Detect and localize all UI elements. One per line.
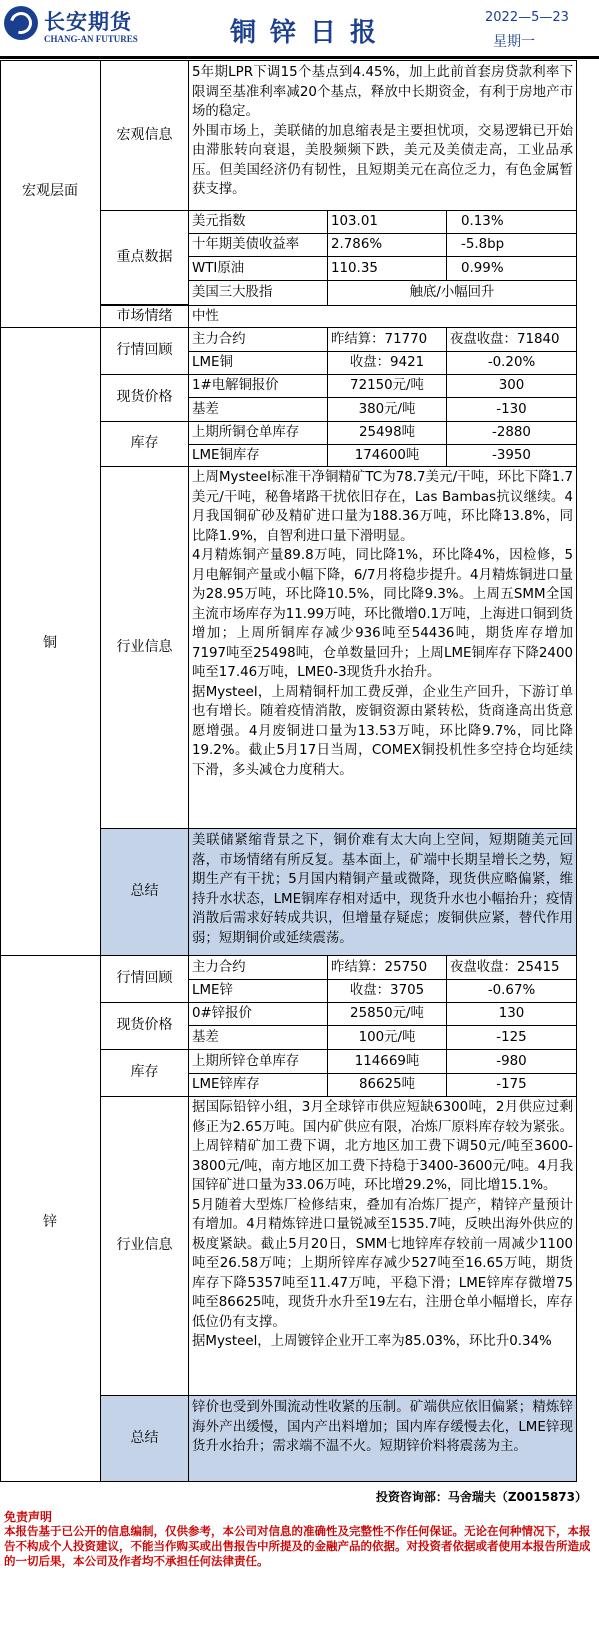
copper-i1-b: -2880 xyxy=(446,421,577,445)
logo-text-en: CHANG-AN FUTURES xyxy=(44,34,138,44)
zinc-i1-b: -980 xyxy=(446,1049,577,1074)
copper-q1-name: 主力合约 xyxy=(188,327,328,352)
macro-info-label: 宏观信息 xyxy=(100,60,189,211)
zinc-summary-text: 锌价也受到外围流动性收紧的压制。矿端供应依旧偏紧；精炼锌海外产出缓慢，国内产出料增加；国内库存缓慢去化，LME锌现货升水抬升；需求端不温不火。短期锌价料将震荡为主。 xyxy=(188,1395,577,1482)
zinc-s2-b: -125 xyxy=(446,1025,577,1050)
copper-q2-b: -0.20% xyxy=(446,351,577,375)
zinc-i2-a: 86625吨 xyxy=(327,1073,447,1097)
zinc-summary-label: 总结 xyxy=(100,1395,189,1482)
disclaimer-text: 本报告基于已公开的信息编制，仅供参考，本公司对信息的准确性及完整性不作任何保证。无论在何种情况下，本报告不构成个人投资建议，不能当作购买或出售报告中所提及的金融产品的依据。对投资者依据或者使用本报告所造成的一切后果，本公司及作者均不承担任何法律责任。 xyxy=(4,1524,591,1568)
copper-s1-b: 300 xyxy=(446,374,577,398)
copper-q1-b: 夜盘收盘：71840 xyxy=(446,327,577,352)
sentiment-label: 市场情绪 xyxy=(100,305,189,328)
stocks-name: 美国三大股指 xyxy=(188,280,328,306)
zinc-s2-a: 100元/吨 xyxy=(327,1025,447,1050)
stocks-value: 触底/小幅回升 xyxy=(327,280,577,306)
company-logo-icon xyxy=(4,6,38,40)
zinc-s2-name: 基差 xyxy=(188,1025,328,1050)
zinc-i1-name: 上期所锌仓单库存 xyxy=(188,1049,328,1074)
copper-s1-name: 1#电解铜报价 xyxy=(188,374,328,398)
header-divider xyxy=(0,56,599,59)
report-weekday: 星期一 xyxy=(493,34,535,50)
macro-info-p2: 外围市场上，美联储的加息缩表是主要担忧项，交易逻辑已开始由滞胀转向衰退，美股频频下跌，美元及美债走高，工业品承压。但美国经济仍有韧性，且短期美元在高位乏力，有色金属暂获支撑。 xyxy=(192,123,573,197)
copper-q2-a: 收盘：9421 xyxy=(327,351,447,375)
zinc-s1-name: 0#锌报价 xyxy=(188,1002,328,1026)
macro-info-text xyxy=(188,60,577,211)
zinc-quote-label: 行情回顾 xyxy=(100,955,189,1003)
zinc-spot-label: 现货价格 xyxy=(100,1002,189,1050)
copper-i1-a: 25498吨 xyxy=(327,421,447,445)
zinc-q2-b: -0.67% xyxy=(446,979,577,1003)
zinc-industry-text xyxy=(188,1096,577,1396)
copper-industry-p3: 据Mysteel，上周精铜杆加工费反弹，企业生产回升，下游订单也有增长。随着疫情消散，废铜资源由紧转松，货商逢高出货意愿增强。4月废铜进口量为13.53万吨，环比降9.7%，同比降19.2%。截止5月17日当周，COMEX铜投机性多空持仓均延续下滑，多头减仓力度稍大。 xyxy=(192,684,573,778)
copper-section-label: 铜 xyxy=(43,635,57,651)
macro-info-p1: 5年期LPR下调15个基点到4.45%，加上此前首套房贷款利率下限调至基准利率减20个基点，释放中长期资金，有利于房地产市场的稳定。 xyxy=(192,65,573,119)
zinc-s1-a: 25850元/吨 xyxy=(327,1002,447,1026)
zinc-i1-a: 114669吨 xyxy=(327,1049,447,1074)
key-row-change: 0.99% xyxy=(446,256,577,281)
macro-section-label: 宏观层面 xyxy=(22,183,78,199)
copper-s2-b: -130 xyxy=(446,397,577,422)
copper-summary-label: 总结 xyxy=(100,828,189,956)
copper-q2-name: LME铜 xyxy=(188,351,328,375)
copper-i1-name: 上期所铜仓单库存 xyxy=(188,421,328,445)
copper-spot-label: 现货价格 xyxy=(100,374,189,422)
zinc-i2-b: -175 xyxy=(446,1073,577,1097)
key-row-name: 十年期美债收益率 xyxy=(188,233,328,257)
report-title: 铜锌日报 xyxy=(229,18,390,48)
copper-quote-label: 行情回顾 xyxy=(100,327,189,375)
copper-summary-text: 美联储紧缩背景之下，铜价难有太大向上空间，短期随美元回落，市场情绪有所反复。基本面上，矿端中长期呈增长之势，短期生产有干扰；5月国内精铜产量或微降，现货供应略偏紧，维持升水状态，LME铜库存相对适中，现货升水也小幅抬升；疫情消散后需求好转成共识，但增量存疑虑；废铜供应紧，替代作用弱；短期铜价或延续震荡。 xyxy=(188,828,577,956)
sentiment-value: 中性 xyxy=(188,305,577,328)
copper-i2-b: -3950 xyxy=(446,444,577,467)
zinc-industry-p3: 据Mysteel，上周镀锌企业开工率为85.03%，环比升0.34% xyxy=(192,1334,552,1349)
zinc-industry-p2: 5月随着大型炼厂检修结束，叠加有冶炼厂提产，精锌产量预计有增加。4月精炼锌进口量锐减至1535.7吨，反映出海外供应的极度紧缺。截止5月20日，SMM七地锌库存较前一周减少1100吨至26.58万吨；上期所锌库存减少527吨至16.65万吨，期货库存下降5357吨至11.47万吨，平稳下滑；LME锌库存微增75吨至86625吨，现货升水升至19左右，注册仓单小幅增长，库存低位仍有支撑。 xyxy=(192,1197,574,1330)
copper-q1-a: 昨结算：71770 xyxy=(327,327,447,352)
copper-s1-a: 72150元/吨 xyxy=(327,374,447,398)
copper-industry-text xyxy=(188,466,577,829)
copper-industry-p1: 上周Mysteel标准干净铜精矿TC为78.7美元/干吨，环比下降1.7美元/干吨，秘鲁堵路干扰依旧存在，Las Bambas抗议继续。4月我国铜矿砂及精矿进口量为188.36万吨，环比降13.8%，同比降1.9%，自智利进口量下滑明显。 xyxy=(192,470,573,544)
zinc-q2-name: LME锌 xyxy=(188,979,328,1003)
zinc-inv-label: 库存 xyxy=(100,1049,189,1097)
copper-s2-name: 基差 xyxy=(188,397,328,422)
advisor-credit: 投资咨询部：马舍瑞夫（Z0015873） xyxy=(375,1490,587,1504)
zinc-q1-a: 昨结算：25750 xyxy=(327,955,447,980)
zinc-q2-a: 收盘：3705 xyxy=(327,979,447,1003)
zinc-q1-name: 主力合约 xyxy=(188,955,328,980)
copper-industry-p2: 4月精炼铜产量89.8万吨，同比降1%，环比降4%，因检修，5月电解铜产量或小幅下降，6/7月将稳步提升。4月精炼铜进口量为28.95万吨，环比降10.5%，同比降9.3%。上周五SMM全国主流市场库存为11.99万吨，环比微增0.1万吨，上海进口铜到货增加；上周所铜库存减少936吨至54436吨，期货库存增加7197吨至25498吨，仓单数量回升；上周LME铜库存下降2400吨至17.46万吨，LME0-3现货升水抬升。 xyxy=(192,548,574,680)
key-row-name: WTI原油 xyxy=(188,256,328,281)
key-row-value: 103.01 xyxy=(327,210,447,234)
report-date: 2022—5—23 xyxy=(485,10,569,25)
macro-key-label: 重点数据 xyxy=(100,210,189,305)
copper-inv-label: 库存 xyxy=(100,421,189,467)
key-row-change: 0.13% xyxy=(446,210,577,234)
report-header xyxy=(0,0,599,60)
zinc-q1-b: 夜盘收盘：25415 xyxy=(446,955,577,980)
disclaimer-title: 免责声明 xyxy=(4,1510,53,1524)
zinc-industry-p1: 据国际铅锌小组，3月全球锌市供应短缺6300吨，2月供应过剩修正为2.65万吨。国内矿供应有限，冶炼厂原料库存较为紧张。上周锌精矿加工费下调，北方地区加工费下调50元/吨至3600-3800元/吨，南方地区加工费下持稳于3400-3600元/吨。4月我国锌矿进口量为33.06万吨，环比增29.2%，同比增15.1%。 xyxy=(192,1100,573,1193)
copper-i2-name: LME铜库存 xyxy=(188,444,328,467)
key-row-change: -5.8bp xyxy=(446,233,577,257)
copper-s2-a: 380元/吨 xyxy=(327,397,447,422)
zinc-i2-name: LME锌库存 xyxy=(188,1073,328,1097)
zinc-industry-label: 行业信息 xyxy=(100,1096,189,1396)
zinc-s1-b: 130 xyxy=(446,1002,577,1026)
zinc-section-label: 锌 xyxy=(43,1214,57,1230)
logo-text-cn: 长安期货 xyxy=(44,10,132,34)
key-row-name: 美元指数 xyxy=(188,210,328,234)
copper-industry-label: 行业信息 xyxy=(100,466,189,829)
key-row-value: 110.35 xyxy=(327,256,447,281)
copper-i2-a: 174600吨 xyxy=(327,444,447,467)
key-row-value: 2.786% xyxy=(327,233,447,257)
